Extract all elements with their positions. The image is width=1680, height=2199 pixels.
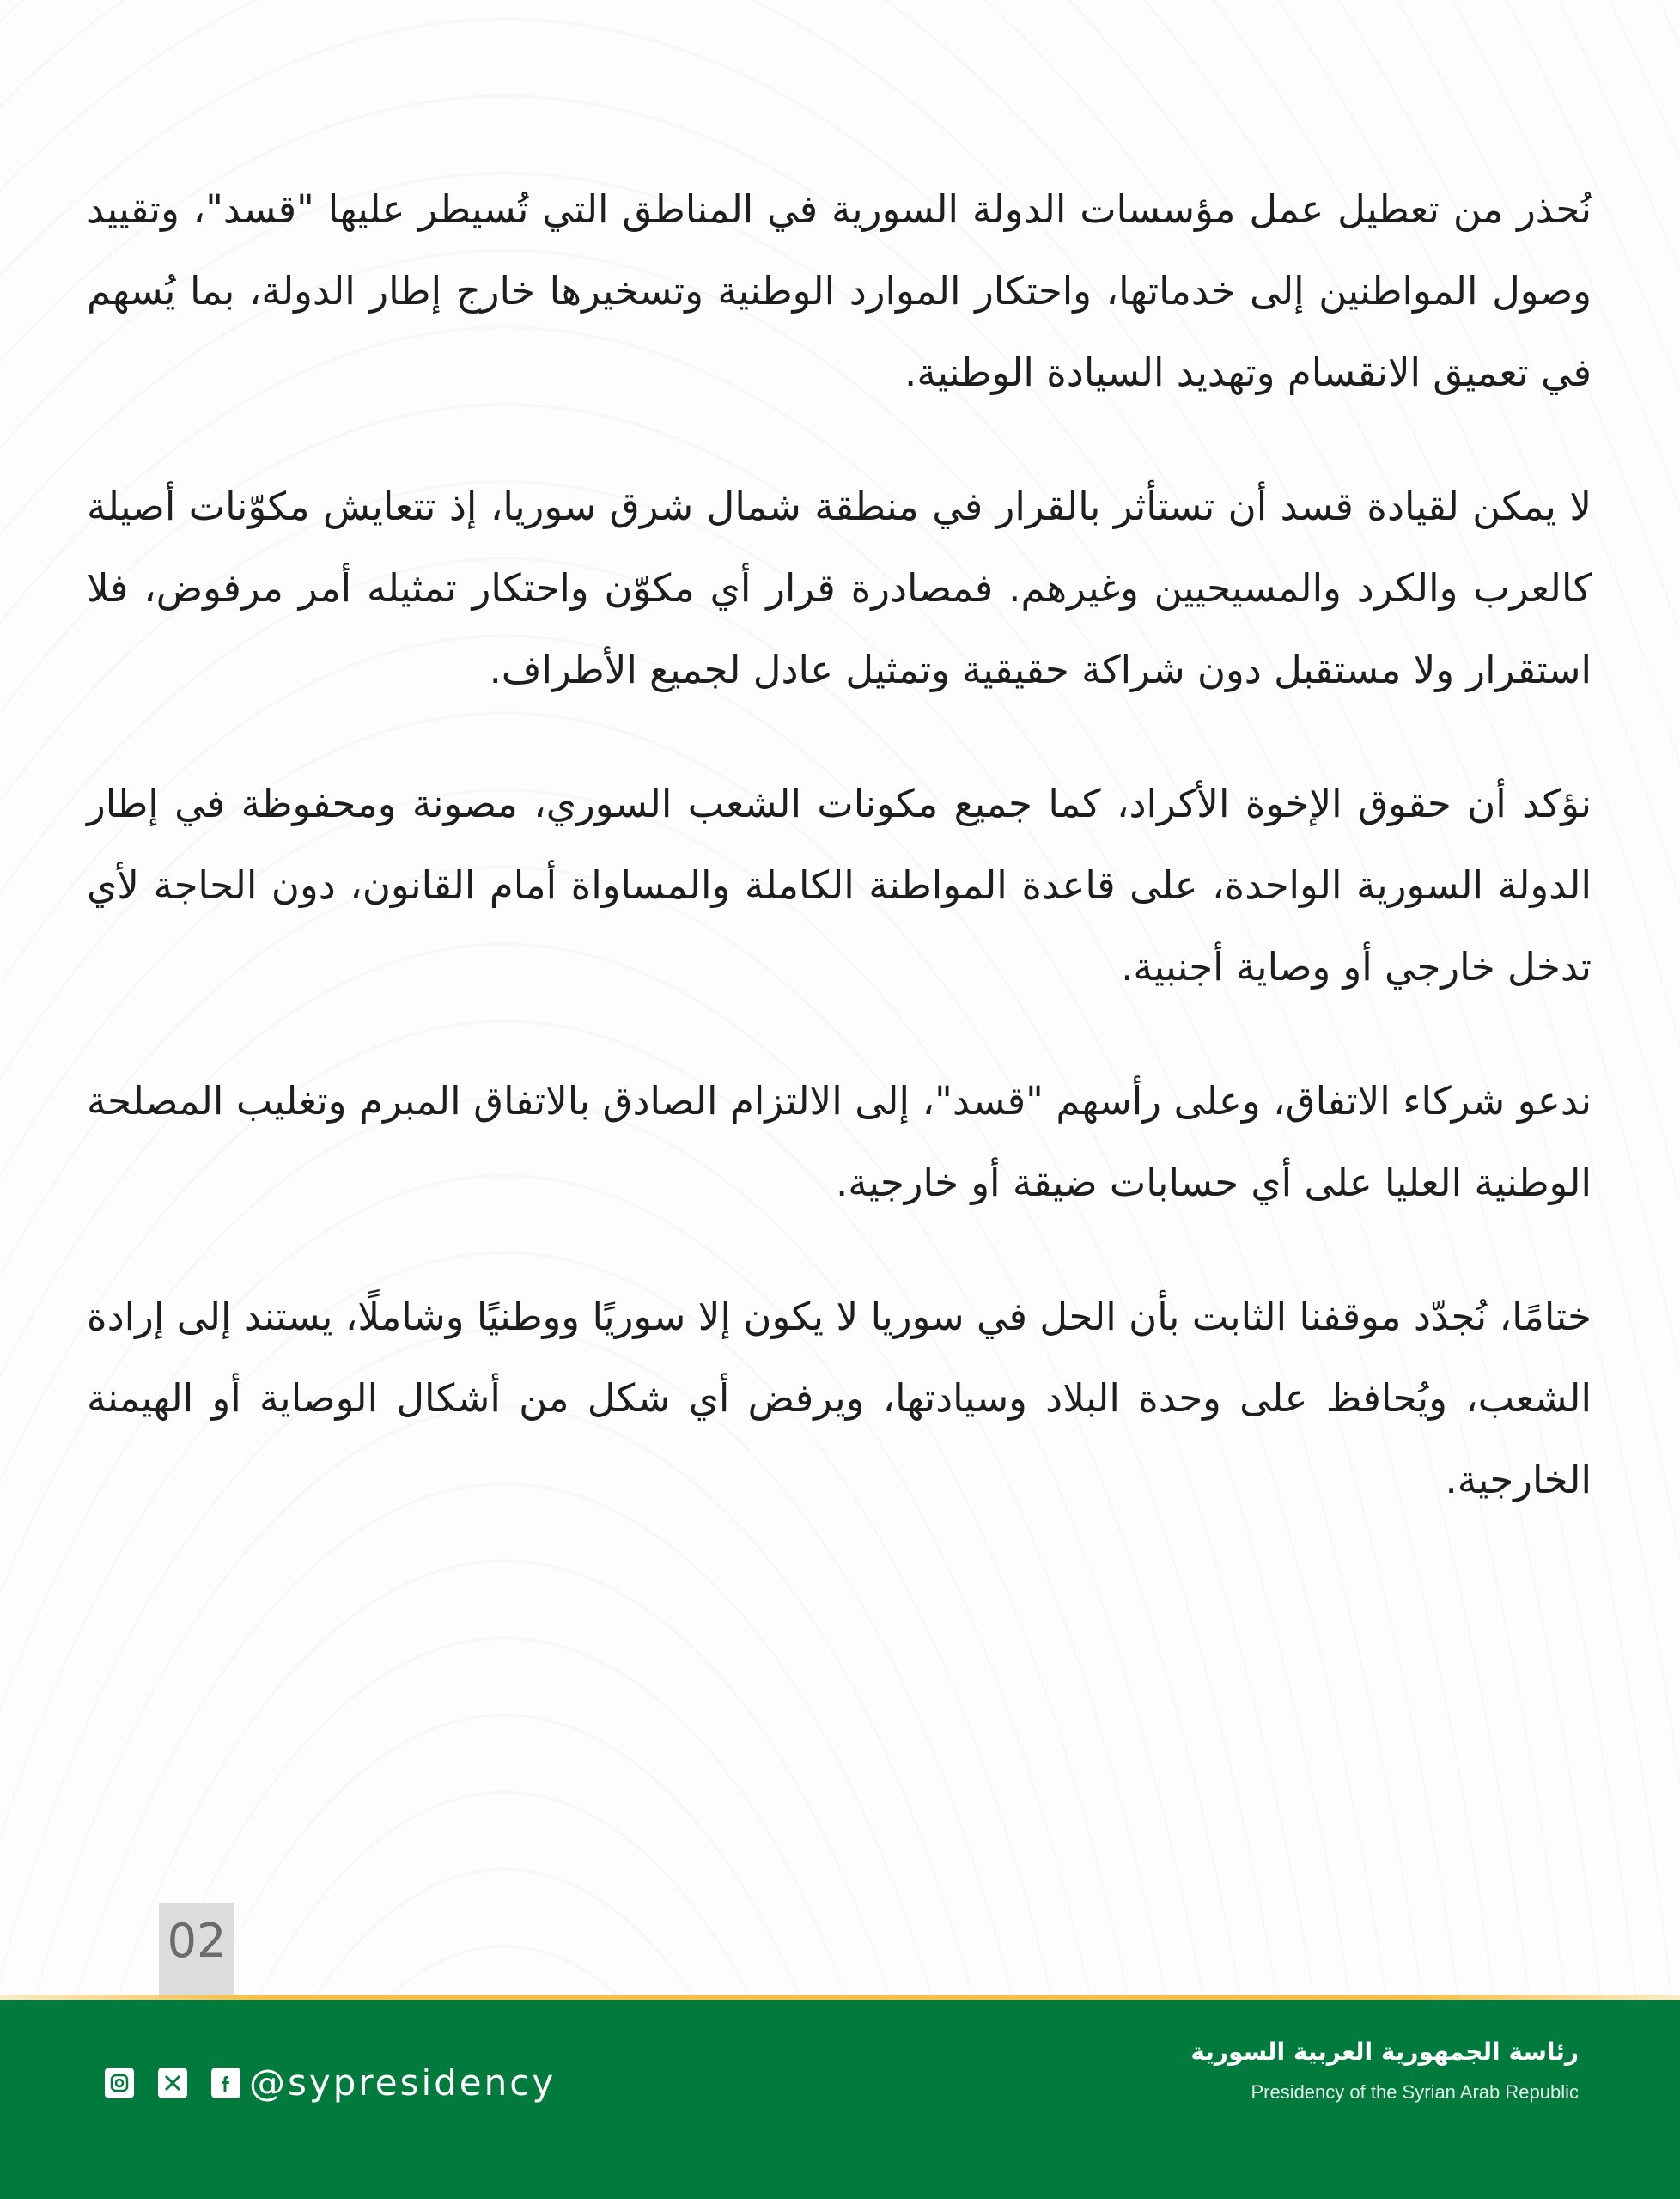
- x-icon[interactable]: [158, 2068, 187, 2098]
- paragraph: لا يمكن لقيادة قسد أن تستأثر بالقرار في منطقة شمال شرق سوريا، إذ تتعايش مكوّنات أصيلة كالعرب والكرد والمسيحيين وغيرهم. فمصادرة قرار أي مكوّن واحتكار تمثيله أمر مرفوض، فلا استقرار ولا مستقبل دون شراكة حقيقية وتمثيل عادل لجميع الأطراف.: [87, 484, 1592, 692]
- brand-arabic: رئاسة الجمهورية العربية السورية: [1190, 2038, 1579, 2066]
- instagram-icon[interactable]: [105, 2068, 134, 2098]
- paragraph: ندعو شركاء الاتفاق، وعلى رأسهم "قسد"، إلى الالتزام الصادق بالاتفاق المبرم وتغليب المصلحة الوطنية العليا على أي حسابات ضيقة أو خارجية.: [87, 1078, 1592, 1205]
- paragraph: ختامًا، نُجدّد موقفنا الثابت بأن الحل في سوريا لا يكون إلا سوريًا ووطنيًا وشاملًا، يستند إلى إرادة الشعب، ويُحافظ على وحدة البلاد وسيادتها، ويرفض أي شكل من أشكال الوصاية أو الهيمنة الخارجية.: [87, 1294, 1592, 1502]
- social-links: [105, 2062, 556, 2104]
- statement-body: [87, 168, 1592, 1573]
- brand-logo-text: [1190, 2038, 1579, 2104]
- paragraph: نؤكد أن حقوق الإخوة الأكراد، كما جميع مكونات الشعب السوري، مصونة ومحفوظة في إطار الدولة السورية الواحدة، على قاعدة المواطنة الكاملة والمساواة أمام القانون، دون الحاجة لأي تدخل خارجي أو وصاية أجنبية.: [87, 781, 1592, 990]
- social-handle[interactable]: @sypresidency: [249, 2062, 557, 2104]
- paragraph: نُحذر من تعطيل عمل مؤسسات الدولة السورية في المناطق التي تُسيطر عليها "قسد"، وتقييد وصول المواطنين إلى خدماتها، واحتكار الموارد الوطنية وتسخيرها خارج إطار الدولة، بما يُسهم في تعميق الانقسام وتهديد السيادة الوطنية.: [87, 186, 1592, 395]
- facebook-icon[interactable]: [211, 2068, 240, 2098]
- brand-english: Presidency of the Syrian Arab Republic: [1251, 2081, 1579, 2103]
- page-number: 02: [167, 1914, 227, 1968]
